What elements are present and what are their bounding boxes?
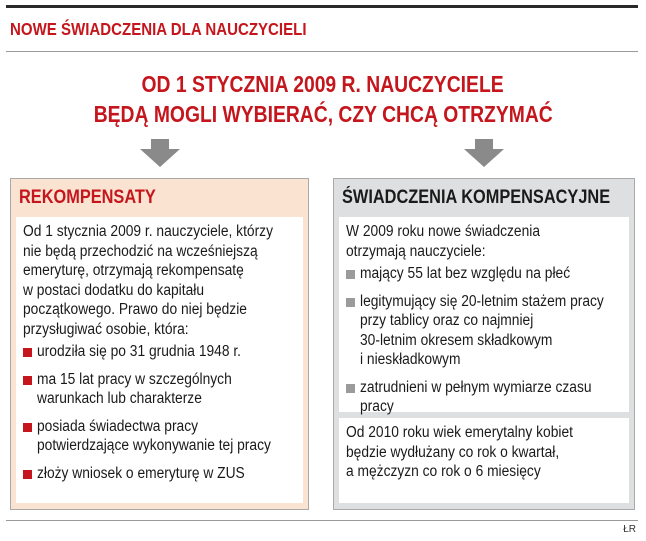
footer-rule [6, 520, 638, 521]
bullet-line: złoży wniosek o emeryturę w ZUS [37, 464, 245, 482]
panel-title-swiadczenia: ŚWIADCZENIA KOMPENSACYJNE [342, 187, 611, 208]
intro-line: otrzymają nauczyciele: [346, 242, 486, 260]
panel-swiadczenia-kompensacyjne [333, 178, 635, 510]
bullet-line: ma 15 lat pracy w szczególnych [37, 370, 232, 388]
panel-rekompensaty [10, 178, 309, 510]
intro-line: przysługiwać osobie, która: [23, 320, 189, 338]
intro-line: początkowego. Prawo do niej będzie [23, 301, 247, 318]
bullet-line: zatrudnieni w pełnym wymiarze czasu [360, 378, 592, 396]
panel-body-rekompensaty [16, 217, 303, 503]
arrow-down-left-icon [140, 139, 180, 167]
bullet-line: przy tablicy oraz co najmniej [360, 312, 534, 329]
header-rule [6, 51, 638, 52]
bullet-square-icon [23, 348, 32, 357]
bullet-line: i nieskładkowym [360, 351, 461, 368]
intro-line: W 2009 roku nowe świadczenia [346, 223, 541, 240]
intro-line: Od 1 stycznia 2009 r. nauczyciele, którzy [23, 223, 273, 240]
bullet-line: urodziła się po 31 grudnia 1948 r. [37, 343, 242, 360]
bullet-square-icon [23, 470, 32, 479]
main-title-line-2: BĘDĄ MOGLI WYBIERAĆ, CZY CHCĄ OTRZYMAĆ [93, 101, 553, 127]
bullet-square-icon [346, 270, 355, 279]
bullet-line: 30-letnim okresem składkowym [360, 331, 553, 349]
bullet-line: posiada świadectwa pracy [37, 417, 199, 435]
panel-note-swiadczenia [339, 418, 629, 503]
note-line: a mężczyzn co rok o 6 miesięcy [346, 463, 541, 480]
bullet-line: legitymujący się 20-letnim stażem pracy [360, 292, 604, 310]
bullet-square-icon [23, 376, 32, 385]
bullet-square-icon [346, 298, 355, 307]
intro-line: emeryturę, otrzymają rekompensatę [23, 262, 244, 279]
panel-body-swiadczenia [339, 217, 629, 415]
bullet-line: pracy [360, 398, 394, 415]
intro-line: w postaci dodatku do kapitału [23, 281, 204, 299]
section-header: NOWE ŚWIADCZENIA DLA NAUCZYCIELI [10, 19, 307, 39]
main-title-line-1: OD 1 STYCZNIA 2009 R. NAUCZYCIELE [141, 71, 505, 97]
note-line: Od 2010 roku wiek emerytalny kobiet [346, 424, 573, 441]
note-line: będzie wydłużany co rok o kwartał, [346, 443, 560, 461]
top-rule [6, 5, 638, 8]
bullet-line: warunkach lub charakterze [37, 390, 202, 407]
bullet-square-icon [346, 384, 355, 393]
bullet-square-icon [23, 423, 32, 432]
intro-line: nie będą przechodzić na wcześniejszą [23, 242, 258, 260]
arrow-down-right-icon [464, 139, 504, 167]
bullet-line: mający 55 lat bez względu na płeć [360, 265, 571, 282]
author-credit: ŁR [623, 524, 636, 535]
bullet-line: potwierdzające wykonywanie tej pracy [37, 437, 271, 454]
panel-title-rekompensaty: REKOMPENSATY [19, 187, 156, 208]
